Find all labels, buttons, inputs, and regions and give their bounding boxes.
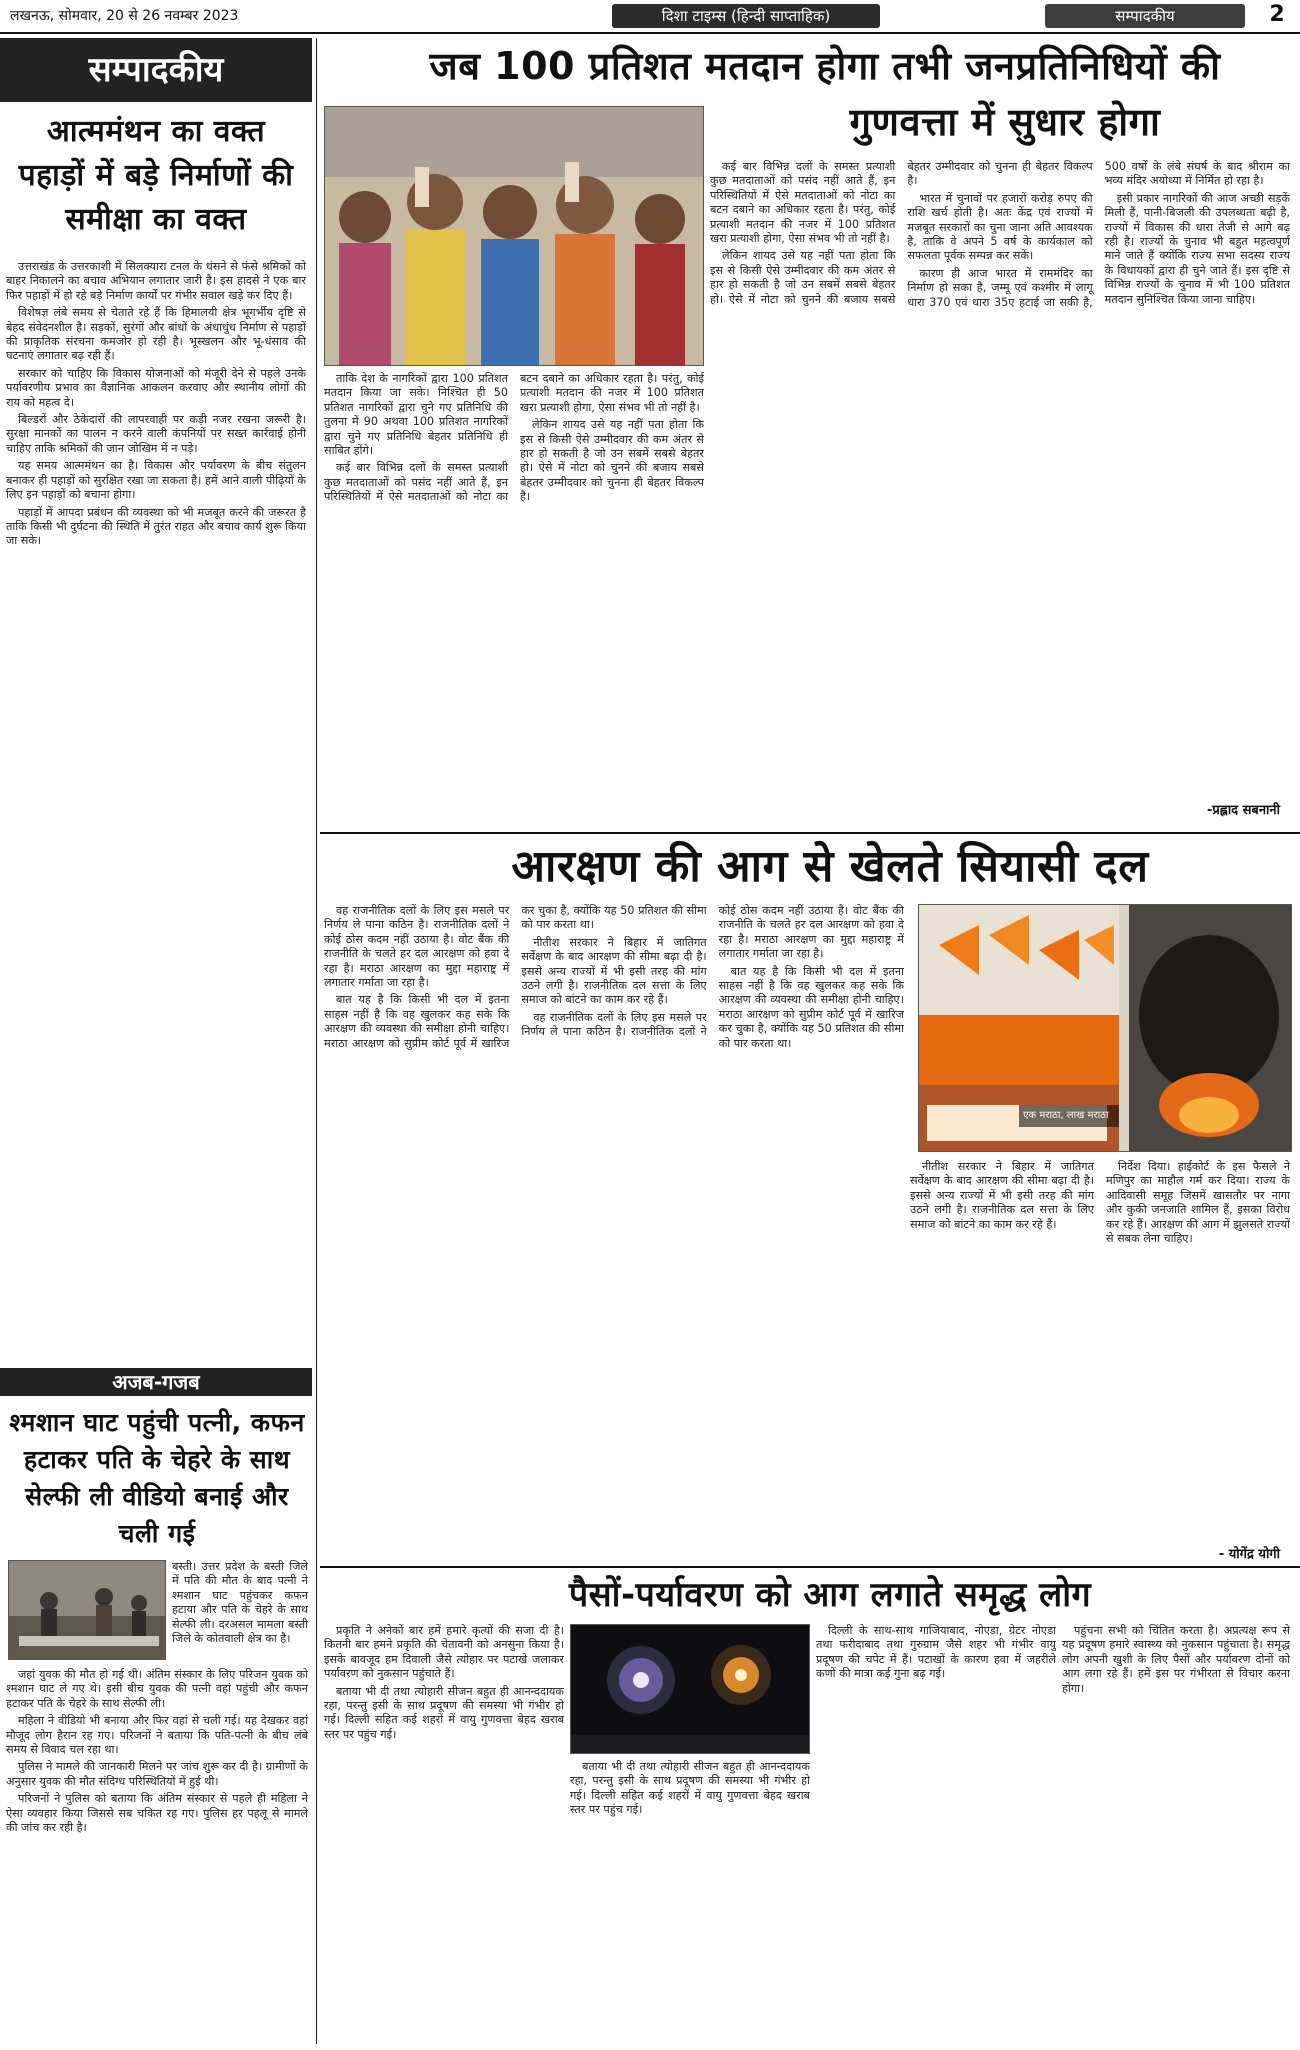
paper-name: दिशा टाइम्स (हिन्दी साप्ताहिक) bbox=[612, 4, 880, 28]
article1-paragraph: भारत में चुनावों पर हजारों करोड़ रुपए की राशि खर्च होती है। अतः केंद्र एवं राज्यों में मजबूत सरकारों का चुना जाना अति आवश्यक है, ताकि वे अपने 5 वर्ष के कार्यकाल को सफलता पूर्वक सम्पन्न कर सकें। bbox=[907, 191, 1093, 263]
article3-paragraph: पहुंचना सभी को चिंतित करता है। अप्रत्यक्ष रूप से यह प्रदूषण हमारे स्वास्थ्य को नुकसान पहुंचाता है। समृद्ध लोग अपनी खुशी के लिए पैसों और पर्यावरण दोनों को आग लगा रहे हैं। हमें इस पर गंभीरता से विचार करना होगा। bbox=[1062, 1624, 1290, 1695]
article3-col2 bbox=[570, 1760, 810, 2044]
ajab-paragraph: जहां युवक की मौत हो गई थी। अंतिम संस्कार के लिए परिजन युवक को श्मशान घाट ले गए थे। इसी बीच युवक की पत्नी वहां पहुंची और कफन हटाकर पति के चेहरे के साथ सेल्फी ली। bbox=[6, 1668, 308, 1710]
editorial-paragraph: यह समय आत्ममंथन का है। विकास और पर्यावरण के बीच संतुलन बनाकर ही पहाड़ों को सुरक्षित रखा जा सकता है। हमें आने वाली पीढ़ियों के लिए इन पहाड़ों को बचाना होगा। bbox=[6, 459, 306, 502]
editorial-paragraph: पहाड़ों में आपदा प्रबंधन की व्यवस्था को भी मजबूत करने की जरूरत है ताकि किसी भी दुर्घटना की स्थिति में तुरंत राहत और बचाव कार्य शुरू किया जा सके। bbox=[6, 505, 306, 548]
article1-byline: -प्रह्लाद सबनानी bbox=[1207, 803, 1280, 818]
ajab-paragraph: महिला ने वीडियो भी बनाया और फिर वहां से चली गई। यह देखकर वहां मौजूद लोग हैरान रह गए। परिजनों ने बताया कि पति-पत्नी के बीच लंबे समय से विवाद चल रहा था। bbox=[6, 1714, 308, 1757]
article3-paragraph: दिल्ली के साथ-साथ गाजियाबाद, नोएडा, ग्रेटर नोएडा तथा फरीदाबाद तथा गुरुग्राम जैसे शहर भी गंभीर वायु प्रदूषण की चपेट में हैं। पटाखों के कारण हवा में जहरीले कणों की मात्रा कई गुना बढ़ गई। bbox=[816, 1624, 1056, 1681]
protest-photo bbox=[918, 904, 1292, 1152]
article1-paragraph: लेकिन शायद उसे यह नहीं पता होता कि इस से किसी ऐसे उम्मीदवार की कम अंतर से हार हो सकती है जो उन सबमें सबसे बेहतर हो। ऐसे में नोटा को चुनने की बजाय सबसे बेहतर उम्मीदवार को चुनना ही बेहतर विकल्प है। bbox=[520, 418, 704, 504]
article3-col4 bbox=[1062, 1624, 1290, 2044]
article2-paragraph: नीतीश सरकार ने बिहार में जातिगत सर्वेक्षण के बाद आरक्षण की सीमा बढ़ा दी है। इससे अन्य राज्यों में भी इसी तरह की मांग उठने लगी है। राजनीतिक दल सत्ता के लिए समाज को बांटने का काम कर रहे हैं। bbox=[521, 935, 707, 1007]
article1-paragraph: ताकि देश के नागरिकों द्वारा 100 प्रतिशत मतदान किया जा सके। निश्चित ही 50 प्रतिशत नागरिकों द्वारा चुने गए प्रतिनिधि की तुलना में 90 अथवा 100 प्रतिशत नागरिकों द्वारा चुने गए प्रतिनिधि बेहतर प्रतिनिधि ही साबित होंगे। bbox=[324, 372, 508, 458]
article3-paragraph: प्रकृति ने अनेकों बार हमें हमारे कृत्यों की सजा दी है। कितनी बार हमने प्रकृति की चेतावनी को अनसुना किया है। इसके बावजूद हम दिवाली जैसे त्योहार पर पटाखे जलाकर पर्यावरण को नुकसान पहुंचाते हैं। bbox=[324, 1624, 564, 1681]
article1-headline-line1: जब 100 प्रतिशत मतदान होगा तभी जनप्रतिनिधियों की bbox=[429, 44, 1221, 88]
article2-paragraph: नीतीश सरकार ने बिहार में जातिगत सर्वेक्षण के बाद आरक्षण की सीमा बढ़ा दी है। इससे अन्य राज्यों में भी इसी तरह की मांग उठने लगी है। राजनीतिक दल सत्ता के लिए समाज को बांटने का काम कर रहे हैं। bbox=[910, 1160, 1094, 1231]
article1-paragraph: इसी प्रकार नागरिकों की आज अच्छी सड़कें मिली हैं, पानी-बिजली की उपलब्धता बढ़ी है, राज्यों में विकास की धारा तेजी से आगे बढ़ रही है। राज्यों के चुनाव भी बहुत महत्वपूर्ण माने जाते हैं क्योंकि राज्य सभा सदस्य राज्य के विधायकों द्वारा ही चुने जाते हैं। इस दृष्टि से विभिन्न राज्यों के चुनाव में भी 100 प्रतिशत मतदान सुनिश्चित किया जाना चाहिए। bbox=[1104, 191, 1290, 306]
ajab-headline: श्मशान घाट पहुंची पत्नी, कफन हटाकर पति के चेहरे के साथ सेल्फी ली वीडियो बनाई और चली गई bbox=[9, 1408, 305, 1548]
article2-paragraph: बात यह है कि किसी भी दल में इतना साहस नहीं है कि वह खुलकर कह सके कि आरक्षण की व्यवस्था की समीक्षा होनी चाहिए। मराठा आरक्षण को सुप्रीम कोर्ट पूर्व में खारिज कर चुका है, क्योंकि यह 50 प्रतिशत की सीमा को पार करता था। bbox=[324, 904, 707, 1050]
article2-paragraph: बात यह है कि किसी भी दल में इतना साहस नहीं है कि वह खुलकर कह सके कि आरक्षण की व्यवस्था की समीक्षा होनी चाहिए। मराठा आरक्षण को सुप्रीम कोर्ट पूर्व में खारिज कर चुका है, क्योंकि यह 50 प्रतिशत की सीमा को पार करता था। bbox=[718, 964, 904, 1050]
article2-headline: आरक्षण की आग से खेलते सियासी दल bbox=[511, 841, 1149, 892]
article1-body-right bbox=[710, 160, 1290, 790]
article3-col3 bbox=[816, 1624, 1056, 2044]
ajab-body bbox=[6, 1668, 308, 2044]
section-label: सम्पादकीय bbox=[1045, 4, 1245, 28]
article1-paragraph: कई बार विभिन्न दलों के समस्त प्रत्याशी कुछ मतदाताओं को पसंद नहीं आते हैं, इन परिस्थितियों में ऐसे मतदाताओं को नोटा का बटन दबाने का अधिकार रहता है। परंतु, कोई प्रत्याशी मतदान की नजर में 100 प्रतिशत खरा प्रत्याशी होगा, ऐसा संभव भी तो नहीं है। bbox=[710, 160, 896, 246]
column-divider bbox=[316, 38, 317, 2044]
article1-paragraph: लेकिन शायद उसे यह नहीं पता होता कि इस से किसी ऐसे उम्मीदवार की कम अंतर से हार हो सकती है जो उन सबमें सबसे बेहतर हो। ऐसे में नोटा को चुनने की बजाय सबसे बेहतर उम्मीदवार को चुनना ही बेहतर विकल्प है। bbox=[710, 160, 1093, 306]
article2-paragraph: वह राजनीतिक दलों के लिए इस मसले पर निर्णय ले पाना कठिन है। राजनीतिक दलों ने कोई ठोस कदम नहीं उठाया है। वोट बैंक की राजनीति के चलते हर दल आरक्षण को हवा दे रहा है। मराठा आरक्षण का मुद्दा महाराष्ट्र में लगातार गर्माता जा रहा है। bbox=[324, 904, 510, 990]
fireworks-photo bbox=[570, 1624, 810, 1754]
article3-headline: पैसों-पर्यावरण को आग लगाते समृद्ध लोग bbox=[568, 1575, 1092, 1615]
article2-byline: - योगेंद्र योगी bbox=[1218, 1547, 1280, 1562]
ajab-paragraph: परिजनों ने पुलिस को बताया कि अंतिम संस्कार से पहले ही महिला ने ऐसा व्यवहार किया जिससे सब चकित रह गए। पुलिस हर पहलू से मामले की जांच कर रही है। bbox=[6, 1792, 308, 1835]
editorial-banner: सम्पादकीय bbox=[0, 38, 312, 102]
section-rule bbox=[320, 832, 1300, 834]
editorial-body bbox=[6, 260, 306, 1360]
article1-paragraph: कई बार विभिन्न दलों के समस्त प्रत्याशी कुछ मतदाताओं को पसंद नहीं आते हैं, इन परिस्थितियों में ऐसे मतदाताओं को नोटा का बटन दबाने का अधिकार रहता है। परंतु, कोई प्रत्याशी मतदान की नजर में 100 प्रतिशत खरा प्रत्याशी होगा, ऐसा संभव भी तो नहीं है। bbox=[324, 372, 704, 504]
ajab-paragraph: पुलिस ने मामले की जानकारी मिलने पर जांच शुरू कर दी है। ग्रामीणों के अनुसार युवक की मौत संदिग्ध परिस्थितियों में हुई थी। bbox=[6, 1760, 308, 1788]
article1-body-left bbox=[324, 372, 704, 832]
editorial-paragraph: सरकार को चाहिए कि विकास योजनाओं को मंजूरी देने से पहले उनके पर्यावरणीय प्रभाव का वैज्ञानिक आकलन करवाए और स्थानीय लोगों की राय को महत्व दे। bbox=[6, 366, 306, 409]
article2-paragraph: निर्देश दिया। हाईकोर्ट के इस फैसले ने मणिपुर का माहौल गर्म कर दिया। राज्य के आदिवासी समूह जिसमें खासतौर पर नागा और कुकी जनजाति शामिल हैं, इसका विरोध कर रहे हैं। आरक्षण की आग में झुलसते राज्यों से सबक लेना चाहिए। bbox=[1106, 1160, 1290, 1246]
voters-photo bbox=[324, 106, 704, 366]
page-number: 2 bbox=[1269, 2, 1285, 27]
editorial-paragraph: विशेषज्ञ लंबे समय से चेताते रहे हैं कि हिमालयी क्षेत्र भूगर्भीय दृष्टि से बेहद संवेदनशील है। सड़कों, सुरंगों और बांधों के अंधाधुंध निर्माण से पहाड़ों की प्राकृतिक संरचना कमजोर हो रही है। भूस्खलन और भू-धंसाव की घटनाएं लगातार बढ़ रही हैं। bbox=[6, 306, 306, 363]
section-rule bbox=[320, 1566, 1300, 1568]
article2-body-right bbox=[910, 1160, 1290, 1540]
ajab-intro: बस्ती। उत्तर प्रदेश के बस्ती जिले में पति की मौत के बाद पत्नी ने श्मशान घाट पहुंचकर कफन हटाया और पति के चेहरे के साथ सेल्फी ली। दरअसल मामला बस्ती जिले के कोतवाली क्षेत्र का है। bbox=[172, 1560, 308, 1646]
masthead-rule bbox=[0, 32, 1300, 34]
article3-paragraph: बताया भी दी तथा त्योहारी सीजन बहुत ही आनन्ददायक रहा, परन्तु इसी के साथ प्रदूषण की समस्या भी गंभीर हो गई। दिल्ली सहित कई शहरों में वायु गुणवत्ता बेहद खराब स्तर पर पहुंच गई। bbox=[324, 1684, 564, 1741]
editorial-paragraph: बिल्डरों और ठेकेदारों की लापरवाही पर कड़ी नजर रखना जरूरी है। सुरक्षा मानकों का पालन न करने वाली कंपनियों पर सख्त कार्रवाई होनी चाहिए ताकि श्रमिकों की जान जोखिम में न पड़े। bbox=[6, 413, 306, 455]
editorial-headline: आत्ममंथन का वक्त पहाड़ों में बड़े निर्माणों की समीक्षा का वक्त bbox=[18, 114, 294, 237]
article1-headline-line2: गुणवत्ता में सुधार होगा bbox=[849, 100, 1161, 144]
protest-photo-caption: एक मराठा, लाख मराठा bbox=[1019, 1105, 1119, 1127]
ajab-banner: अजब-गजब bbox=[0, 1368, 312, 1396]
article3-col1 bbox=[324, 1624, 564, 2044]
dateline: लखनऊ, सोमवार, 20 से 26 नवम्बर 2023 bbox=[10, 8, 239, 24]
article1-paragraph: कारण ही आज भारत में राममंदिर का निर्माण हो सका है, जम्मू एवं कश्मीर में लागू धारा 370 एवं धारा 35ए हटाई जा सकी है, 500 वर्षों के लंबे संघर्ष के बाद श्रीराम का भव्य मंदिर अयोध्या में निर्मित हो रहा है। bbox=[907, 160, 1290, 309]
article3-paragraph: बताया भी दी तथा त्योहारी सीजन बहुत ही आनन्ददायक रहा, परन्तु इसी के साथ प्रदूषण की समस्या भी गंभीर हो गई। दिल्ली सहित कई शहरों में वायु गुणवत्ता बेहद खराब स्तर पर पहुंच गई। bbox=[570, 1760, 810, 1817]
article2-paragraph: वह राजनीतिक दलों के लिए इस मसले पर निर्णय ले पाना कठिन है। राजनीतिक दलों ने कोई ठोस कदम नहीं उठाया है। वोट बैंक की राजनीति के चलते हर दल आरक्षण को हवा दे रहा है। मराठा आरक्षण का मुद्दा महाराष्ट्र में लगातार गर्माता जा रहा है। bbox=[521, 904, 904, 1039]
cremation-photo bbox=[8, 1560, 166, 1660]
editorial-paragraph: उत्तराखंड के उत्तरकाशी में सिलक्यारा टनल के धंसने से फंसे श्रमिकों को बाहर निकालने का बचाव अभियान लगातार जारी है। इस हादसे ने एक बार फिर पहाड़ों में हो रहे बड़े निर्माण कार्यों पर गंभीर सवाल खड़े कर दिए हैं। bbox=[6, 260, 306, 302]
article2-body-left bbox=[324, 904, 904, 1554]
